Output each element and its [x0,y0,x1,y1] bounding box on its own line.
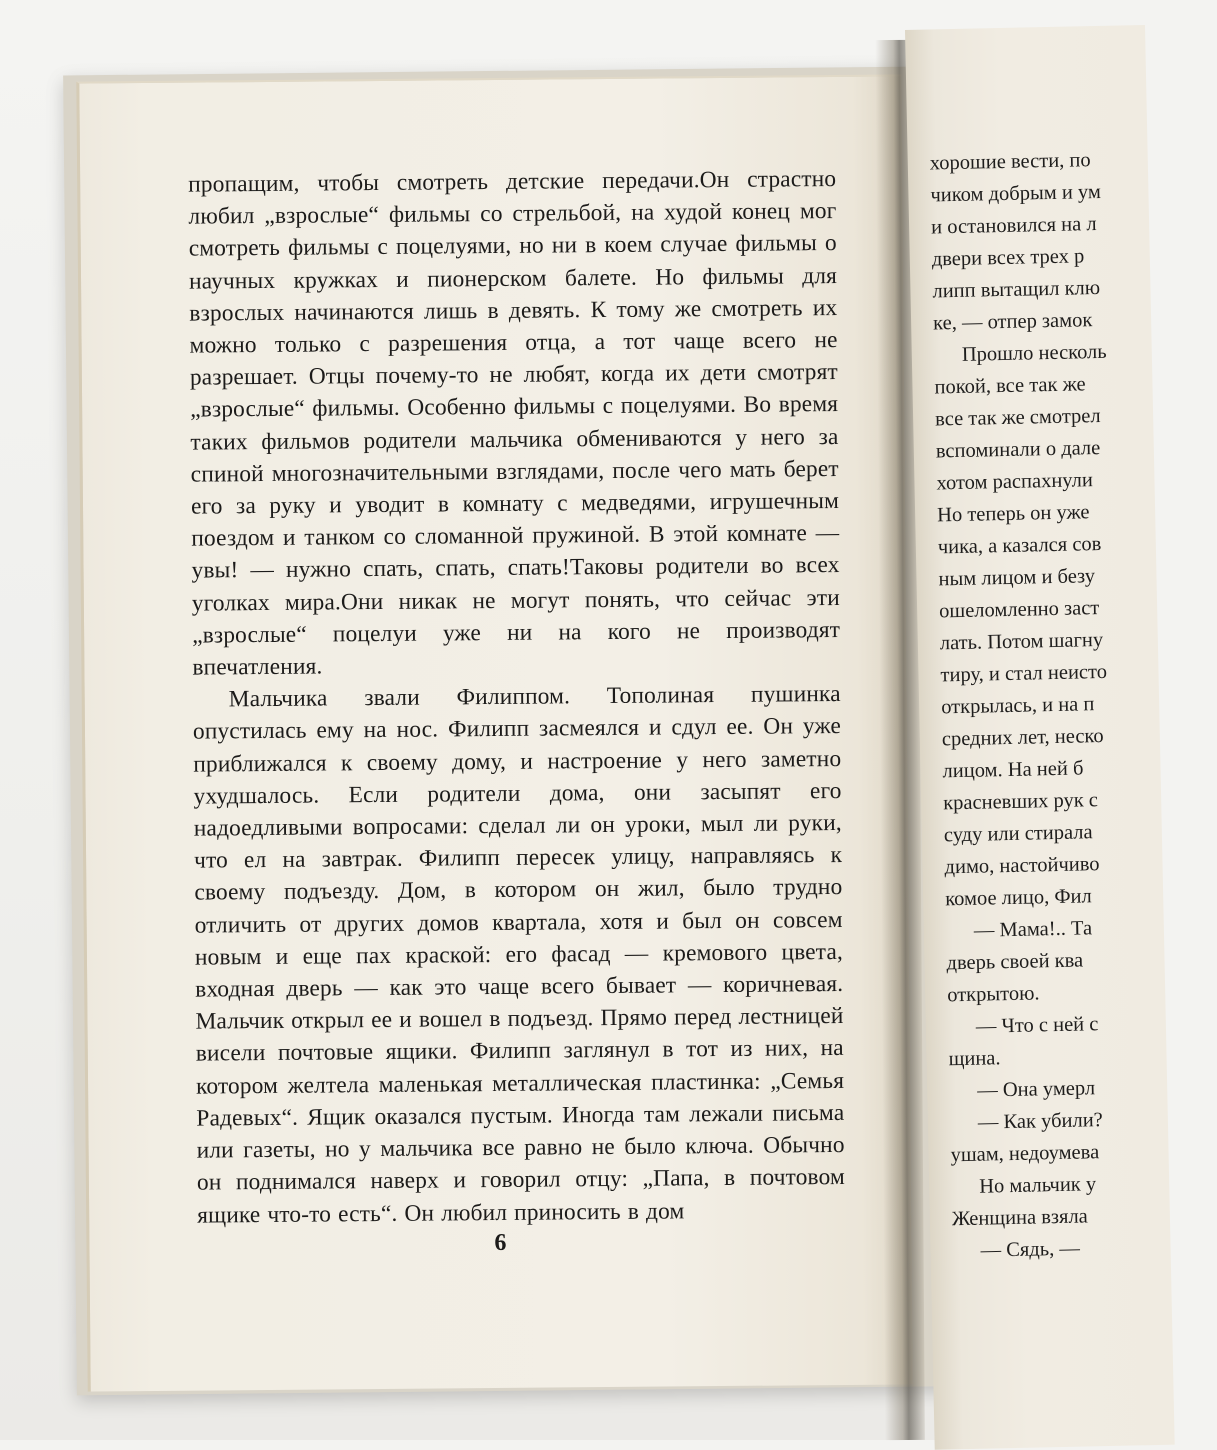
right-line: Прошло несколь [961,340,1107,366]
right-line: Женщина взяла [951,1205,1089,1231]
right-line: Но теперь он уже [936,501,1090,527]
right-line: тиру, и стал неисто [940,660,1108,687]
right-line: двери всех трех р [931,245,1085,271]
right-line: дверь своей ква [946,949,1084,975]
right-line: чика, а казался сов [937,533,1102,559]
right-line: — Мама!.. Та [973,917,1093,942]
right-line: чиком добрым и ум [930,180,1102,207]
right-line: — Как убили? [977,1109,1104,1134]
right-line: — Сядь, — [980,1237,1081,1262]
right-line: все так же смотрел [934,404,1101,431]
right-line: открытою. [946,982,1040,1007]
right-line: средних лет, неско [941,724,1104,751]
right-line: суду или стирала [943,821,1093,847]
right-line: димо, настойчиво [944,853,1100,879]
right-line: хотом распахнули [936,469,1094,495]
right-page-text [929,142,1212,1267]
left-page-text [188,163,845,1231]
right-line: лицом. На ней б [942,757,1084,783]
right-line: — Что с ней с [975,1013,1099,1038]
right-page [905,25,1175,1450]
right-line: комое лицо, Фил [944,885,1092,911]
right-line: ошеломленно заст [938,597,1100,623]
right-line: лать. Потом шагну [939,628,1104,655]
left-page [76,74,912,1391]
right-line: хорошие вести, по [929,149,1091,175]
paragraph-1: пропащим, чтобы смотреть детские передачи.Он страстно любил „взрослые“ фильмы со стрельбой, на худой конец мог смотреть фильмы с поцелуями, но ни в коем случае фильмы о научных кружках и пионерском балете. Но фильмы для взрослых начинаются лишь в девять. К тому же смотреть их можно только с разрешения отца, а тот чаще всего не разрешает. Отцы почему-то не любят, когда их дети смотрят „взрослые“ фильмы. Особенно фильмы с поцелуями. Во время таких фильмов родители мальчика обмениваются у него за спиной многозначительными взглядами, после чего мать берет его за руку и уводит в комнату с медведями, игрушечным поездом и танком со сломанной пружиной. В этой комнате — увы! — нужно спать, спать, спать!Таковы родители во всех уголках мира.Они никак не могут понять, что сейчас эти „взрослые“ поцелуи уже ни на кого не производят впечатления. [188,165,841,681]
right-line: — Она умерл [976,1077,1096,1102]
right-line: вспоминали о дале [935,437,1101,463]
right-line: и остановился на л [930,213,1097,239]
right-line: щина. [948,1047,1001,1071]
right-line: ушам, недоумева [950,1141,1100,1167]
right-line: красневших рук с [942,789,1099,815]
right-line: открылась, и на п [940,693,1095,719]
right-line: ке, — отпер замок [932,309,1093,335]
right-line: Но мальчик у [979,1173,1097,1198]
paragraph-2: Мальчика звали Филиппом. Тополиная пушинка опустилась ему на нос. Филипп засмеялся и сдул ее. Он уже приближался к своему дому, и настроение у него заметно ухудшалось. Если родители дома, они засыпят его надоедливыми вопросами: сделал ли он уроки, мыл ли руки, что ел на завтрак. Филипп пересек улицу, направляясь к своему подъезду. Дом, в котором он жил, было трудно отличить от других домов квартала, хотя и был он совсем новым и еще пах краской: его фасад — кремового цвета, входная дверь — как это чаще всего бывает — коричневая. Мальчик открыл ее и вошел в подъезд. Прямо перед лестницей висели почтовые ящики. Филипп заглянул в тот из них, на котором желтела маленькая металлическая пластинка: „Семья Радевых“. Ящик оказался пустым. Иногда там лежали письма или газеты, но у мальчика все равно не было ключа. Обычно он поднимался наверх и говорил отцу: „Папа, в почтовом ящике что-то есть“. Он любил приносить в дом [192,681,846,1229]
page-number: 6 [494,1229,507,1257]
right-line: липп вытащил клю [932,276,1101,303]
right-line: покой, все так же [934,373,1086,399]
right-line: ным лицом и безу [938,565,1096,591]
